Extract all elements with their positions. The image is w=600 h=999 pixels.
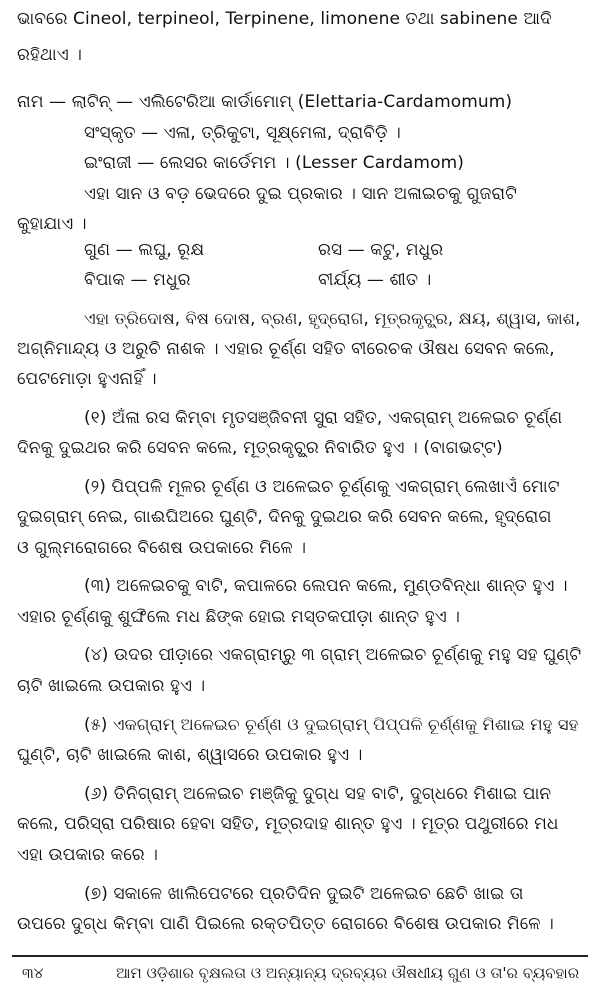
remedy-2-line: (୨) ପିପ୍ପଳି ମୂଳର ଚୂର୍ଣ୍ଣ ଓ ଅଳେଇଚ ଚୂର୍ଣ୍ଣକୁ ଏକଗ୍ରାମ୍ ଲେଖାଏଁ ମୋଟ: [84, 477, 560, 497]
property-guna: ଗୁଣ — ଲଘୁ, ରୂକ୍ଷ: [84, 240, 205, 260]
page-number: ୩୪: [22, 964, 44, 982]
remedy-5-line: ଘୁଣ୍ଟି, ଚାଟି ଖାଇଲେ କାଶ, ଶ୍ୱାସରେ ଉପକାର ହୁଏ ।: [17, 745, 363, 765]
name-english-line: ଇଂରାଜୀ — ଲେସର କାର୍ଡେମମ । (Lesser Cardamom): [84, 153, 464, 173]
remedy-6-line: କଲେ, ପରିସ୍ରା ପରିଷାର ହେବା ସହିତ, ମୂତ୍ରଦାହ ଶାନ୍ତ ହୁଏ । ମୂତ୍ର ପଥୁରୀରେ ମଧ: [17, 814, 559, 834]
remedy-5-line: (୫) ଏକଗ୍ରାମ୍ ଅଳେଇଚ ଚୂର୍ଣ୍ଣ ଓ ଦୁଇଗ୍ରାମ୍ ପିପ୍ପଳି ଚୂର୍ଣ୍ଣକୁ ମିଶାଇ ମହୁ ସହ: [84, 715, 579, 734]
remedy-2-line: ଦୁଇଗ୍ରାମ୍ ନେଇ, ଗାଈଘିଅରେ ଘୁଣ୍ଟି, ଦିନକୁ ଦୁଇଥର କରି ସେବନ କଲେ, ହୃଦ୍‌ରୋଗ: [17, 507, 552, 527]
text-line: ରହିଥାଏ ।: [17, 45, 82, 65]
remedy-4-line: ଚାଟି ଖାଇଲେ ଉପକାର ହୁଏ ।: [17, 676, 206, 696]
name-latin-line: ନାମ — ଲାଟିନ୍ — ଏଲିଟେରିଆ କାର୍ଡାମୋମ୍ (Elettaria-Cardamomum): [17, 92, 513, 112]
remedy-7-line: (୭) ସକାଳେ ଖାଲିପେଟରେ ପ୍ରତିଦିନ ଦୁଇଟି ଅଳେଇଚ ଛେଚି ଖାଇ ତା: [84, 884, 524, 904]
remedy-1-line: ଦିନକୁ ଦୁଇଥର କରି ସେବନ କଲେ, ମୂତ୍ରକୃଚ୍ଛ୍ର ନିବାରିତ ହୁଏ । (ବାଗଭଟ୍ଟ): [17, 438, 503, 458]
remedy-6-line: (୬) ତିନିଗ୍ରାମ୍ ଅଳେଇଚ ମଞ୍ଜିକୁ ଦୁଗ୍ଧ ସହ ବାଟି, ଦୁଗ୍ଧରେ ମିଶାଇ ପାନ: [84, 784, 552, 804]
text-line: ଏହା ସାନ ଓ ବଡ଼ ଭେଦରେ ଦୁଇ ପ୍ରକାର । ସାନ ଅଳାଇଚକୁ ଗୁଜରାଟି: [84, 184, 517, 204]
property-vipaka: ବିପାକ — ମଧୁର: [84, 270, 191, 290]
text-line: କୁହାଯାଏ ।: [17, 214, 87, 234]
property-virya: ବୀର୍ଯ୍ୟ — ଶୀତ ।: [318, 270, 432, 290]
remedy-7-line: ଉପରେ ଦୁଗ୍ଧ କିମ୍ବା ପାଣି ପିଇଲେ ରକ୍ତପିତ୍ତ ରୋଗରେ ବିଶେଷ ଉପକାର ମିଳେ ।: [17, 914, 554, 934]
text-line: ଅଗ୍ନିମାନ୍ଦ୍ୟ ଓ ଅରୁଚି ନାଶକ । ଏହାର ଚୂର୍ଣ୍ଣ ସହିତ ବୀରେଚକ ଔଷଧ ସେବନ କଲେ,: [17, 339, 555, 359]
remedy-3-line: ଏହାର ଚୂର୍ଣ୍ଣକୁ ଶୁଙ୍ଘିଲେ ମଧ ଛିଙ୍କ ହୋଇ ମସ୍ତକପୀଡ଼ା ଶାନ୍ତ ହୁଏ ।: [17, 607, 461, 627]
property-rasa: ରସ — କଟୁ, ମଧୁର: [318, 240, 444, 260]
remedy-2-line: ଓ ଗୁଲ୍ମରୋଗରେ ବିଶେଷ ଉପକାରେ ମିଳେ ।: [17, 538, 307, 558]
running-footer-title: ଆମ ଓଡ଼ିଶାର ବୃକ୍ଷଲତା ଓ ଅନ୍ୟାନ୍ୟ ଦ୍ରବ୍ୟର ଔଷଧୀୟ ଗୁଣ ଓ ତା'ର ବ୍ୟବହାର: [116, 964, 580, 982]
name-sanskrit-line: ସଂସ୍କୃତ — ଏଳା, ତ୍ରିକୁଟା, ସୂକ୍ଷ୍ମେଳା, ଦ୍ରାବିଡ଼ି ।: [84, 123, 401, 143]
text-line: ଏହା ତ୍ରିଦୋଷ, ବିଷ ଦୋଷ, ବ୍ରଣ, ହୃଦ୍‌ରୋଗ, ମୂତ୍ରକୃଚ୍ଛ୍ର, କ୍ଷୟ, ଶ୍ୱାସ, କାଶ,: [84, 309, 581, 328]
text-line: ପେଟମୋଡ଼ା ହୁଏନାହିଁ ।: [17, 369, 157, 389]
text-line: ଭାବରେ Cineol, terpineol, Terpinene, limonene ତଥା sabinene ଆଦି: [17, 9, 552, 29]
footer-divider: [12, 955, 588, 957]
remedy-4-line: (୪) ଉଦର ପୀଡ଼ାରେ ଏକଗ୍ରାମ୍‌ରୁ ୩ ଗ୍ରାମ୍ ଅଳେଇଚ ଚୂର୍ଣ୍ଣକୁ ମହୁ ସହ ଘୁଣ୍ଟି: [84, 645, 582, 665]
remedy-6-line: ଏହା ଉପକାର କରେ ।: [17, 845, 158, 865]
remedy-3-line: (୩) ଅଳେଇଚକୁ ବାଟି, କପାଳରେ ଲେପନ କଲେ, ମୁଣ୍ଡବିନ୍ଧା ଶାନ୍ତ ହୁଏ ।: [84, 576, 568, 596]
remedy-1-line: (୧) ଅଁଳା ରସ କିମ୍ବା ମୃତସଞ୍ଜିବନୀ ସୁରା ସହିତ, ଏକଗ୍ରାମ୍ ଅଳେଇଚ ଚୂର୍ଣ୍ଣ: [84, 408, 563, 428]
